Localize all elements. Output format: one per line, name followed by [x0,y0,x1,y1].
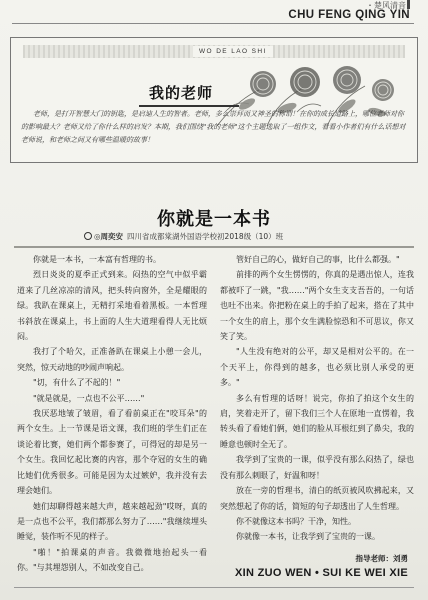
header-accent-bar [407,0,410,9]
header-divider [12,23,414,24]
author-marker-icon [84,232,92,240]
section-name-pinyin: CHU FENG QING YIN [288,9,410,21]
article-column-left [17,252,207,576]
paragraph: "人生没有绝对的公平，却又是相对公平的。在一个天平上，你得到的越多，也必须比别人承受的更多。" [220,347,414,388]
paragraph: "就是就是，一点也不公平……" [33,393,145,403]
article-school: 四川省成都棠湖外国语学校初2018级（10）班 [127,232,284,241]
paragraph: "啪！"拍课桌的声音。我微微地抬起头一看你。"与其埋怨别人，不如改变自己。 [17,547,207,573]
footer-divider [14,587,414,588]
paragraph: 多么有哲理的话呀！说完，你拍了拍这个女生的肩，笑着走开了，留下我们三个人在原地一直愣着，我转头看了看她们俩，她们的脸从耳根红到了鼻尖，我的睡意也顿时全无了。 [220,393,414,449]
paragraph: 我学到了宝贵的一课，似乎没有那么闷热了，绿也没有那么刺眼了，好温和呀！ [220,455,414,480]
footer-section-name: XIN ZUO WEN • SUI KE WEI XIE [235,567,408,579]
paragraph: 前排的两个女生愣愣的，你真的是遇出惊人，连我都被吓了一跳，"我……"两个女生支支吾吾的，一句话也吐不出来。你把粉在桌上的手拍了起来，搭在了其中一个女生的肩上，那个女生满脸惊恐和不可思议，你又笑了笑。 [220,270,414,342]
feature-tag-bar [23,45,405,58]
paragraph: 你就是一本书，一本富有哲理的书。 [33,255,161,264]
article-byline [84,231,283,242]
section-name-chinese: ・楚风清音 [366,1,406,10]
paragraph: 你不就像这本书吗？干净，知性。 [236,516,356,526]
paragraph: 我厌恶地皱了皱眉，看了看前桌正在"咬耳朵"的两个女生。上一节课是语文课，我们班的学生们正在谈论着比赛，她们两个都参赛了，可得冠的却是另一个女生。我回忆起比赛的内容，那个夺冠的女生的确比她们优秀很多。可能是因为太过嫉妒，我并没有去理会她们。 [17,409,207,496]
advisor-credit: 指导老师：刘勇 [355,554,408,563]
paragraph: 我打了个哈欠，正准备趴在课桌上小憩一会儿，突然，惊天动地的吵闹声响起。 [17,347,207,372]
feature-title-underline [139,105,239,107]
feature-intro-text: 老师，是打开智慧大门的钥匙，是启迪人生的智者。老师，多么崇拜而又神圣的称谓！在你的成长道路上，哪位老师对你的影响最大？老师又给了你什么样的启发？本期，我们围绕"我的老师"这个主题选取了一组作文，看看小作者们有什么话想对老师说，和老师之间又有哪些温暖的故事！ [21,110,406,144]
paragraph: 放在一旁的哲理书，清白的纸页被风吹拂起来，又突然想起了你的话，简短的句子却透出了人生哲理。 [220,486,414,511]
article-author: ◎周奕安 [94,232,124,241]
paragraph: "切，有什么了不起的！" [33,378,121,388]
article-title: 你就是一本书 [157,209,271,230]
paragraph: 烈日炎炎的夏季正式到来。闷热的空气中似乎霸道来了几丝凉凉的清风，把头转向窗外，全是耀眼的绿。我趴在课桌上，无精打采地看着黑板。一本哲理书斜放在课桌上，书上面的人生大道理看得人无比烦闷。 [17,270,207,342]
feature-tag: WO DE LAO SHI [193,46,273,57]
article-column-right [220,252,414,545]
feature-title: 我的老师 [149,84,214,102]
paragraph: 你就像一本书，让我学到了宝贵的一课。 [236,532,380,542]
article-divider [14,246,414,248]
paragraph: 她们却聊得越来越大声，越来越起劲"哎呀，真的是一点也不公平，我们都那么努力了……"我继续埋头睡觉，装作听不见的样子。 [17,501,207,542]
feature-intro-box [10,37,418,163]
paragraph: 管好自己的心，做好自己的事，比什么都强。" [236,255,400,264]
